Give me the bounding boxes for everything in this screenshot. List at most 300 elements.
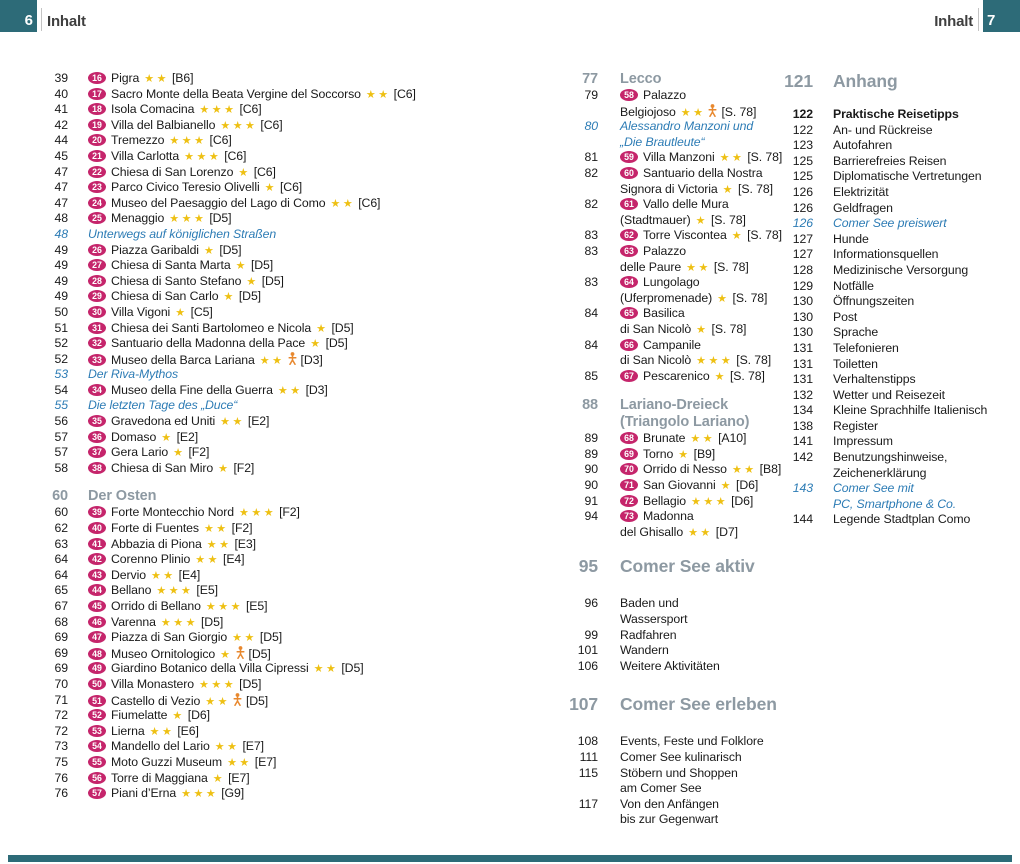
- toc-entry-content: [88, 367, 178, 381]
- toc-entry-title: Moto Guzzi Museum: [111, 754, 223, 769]
- toc-entry-content: [88, 615, 223, 629]
- toc-page-ref: 40: [54, 86, 68, 101]
- toc-page-ref: 134: [792, 403, 813, 418]
- toc-row: [30, 724, 560, 740]
- toc-row: [775, 123, 1020, 139]
- toc-entry-title: Weitere Aktivitäten: [620, 658, 720, 673]
- map-grid-reference: [E5]: [245, 599, 268, 613]
- toc-row: [30, 552, 560, 568]
- map-grid-reference: [C6]: [209, 133, 232, 148]
- map-grid-reference: [S. 78]: [713, 259, 749, 274]
- column-gap: [775, 97, 1020, 107]
- toc-row: [30, 537, 560, 553]
- toc-row: [30, 488, 560, 505]
- map-grid-reference: [A10]: [718, 431, 747, 446]
- toc-entry-content: [833, 247, 938, 261]
- toc-row: [560, 766, 775, 782]
- toc-entry-content: [88, 445, 209, 459]
- toc-entry-content: [620, 166, 762, 180]
- toc-page-ref: 127: [792, 231, 813, 246]
- toc-entry-content: [88, 724, 199, 738]
- toc-row: [560, 353, 775, 369]
- star-rating-icon: ★: [678, 447, 691, 461]
- toc-entry-content: [833, 357, 878, 371]
- toc-entry-title: Castello di Vezio: [111, 693, 201, 708]
- toc-entry-title: Wassersport: [620, 612, 688, 627]
- toc-row: [30, 615, 560, 631]
- toc-entry-content: [88, 583, 218, 597]
- toc-page-ref: 101: [577, 643, 598, 658]
- toc-row: [775, 294, 1020, 310]
- toc-entry-title: Museo della Barca Lariana: [111, 352, 255, 367]
- toc-row: [560, 628, 775, 644]
- poi-number-badge-icon: 60: [620, 167, 638, 179]
- toc-entry-title: Sprache: [833, 325, 879, 340]
- toc-entry-content: [833, 419, 878, 433]
- toc-entry-title: Orrido di Bellano: [111, 599, 201, 613]
- star-rating-icon: ★★: [680, 105, 706, 119]
- toc-entry-title: Geldfragen: [833, 200, 893, 215]
- toc-row: [30, 414, 560, 430]
- toc-column-middle: [560, 71, 783, 828]
- toc-entry-content: [833, 325, 878, 339]
- star-rating-icon: ★: [246, 274, 259, 288]
- star-rating-icon: ★★: [206, 537, 232, 551]
- toc-entry-content: [620, 509, 694, 523]
- toc-entry-content: [620, 197, 729, 211]
- toc-entry-content: [833, 388, 945, 402]
- toc-row: [560, 556, 775, 582]
- toc-row: [560, 525, 775, 541]
- toc-row: [775, 372, 1020, 388]
- star-rating-icon: ★: [212, 771, 226, 785]
- star-rating-icon: ★★★: [199, 103, 237, 117]
- star-rating-icon: ★: [238, 165, 251, 179]
- toc-entry-content: [620, 397, 728, 413]
- toc-row: [560, 338, 775, 354]
- star-rating-icon: ★★: [313, 662, 339, 676]
- poi-number-badge-icon: 40: [88, 522, 106, 534]
- toc-row: [30, 118, 560, 134]
- toc-page-ref: 95: [578, 556, 598, 577]
- toc-entry-title: Corenno Plinio: [111, 552, 191, 567]
- toc-entry-title: Telefonieren: [833, 340, 899, 355]
- toc-page-ref: 130: [792, 294, 813, 309]
- map-grid-reference: [D5]: [239, 676, 262, 691]
- toc-page-ref: 72: [54, 708, 68, 723]
- poi-number-badge-icon: 51: [88, 695, 106, 707]
- star-rating-icon: ★★★: [220, 118, 258, 132]
- poi-number-badge-icon: 48: [88, 648, 106, 660]
- toc-row: [30, 352, 560, 368]
- toc-entry-title: Öffnungszeiten: [833, 294, 915, 309]
- toc-entry-content: [88, 677, 261, 691]
- map-grid-reference: [D5]: [259, 630, 283, 645]
- toc-entry-content: [88, 243, 241, 257]
- toc-entry-title: Benutzungshinweise,: [833, 450, 948, 465]
- person-icon: [233, 693, 242, 711]
- map-grid-reference: [D3]: [305, 382, 328, 397]
- column-gap: [560, 582, 775, 596]
- toc-entry-content: [88, 430, 198, 444]
- toc-page-ref: 45: [54, 148, 68, 163]
- toc-entry-title: Mandello del Lario: [111, 739, 210, 754]
- toc-entry-title: An- und Rückreise: [833, 122, 933, 137]
- star-rating-icon: ★★: [277, 383, 303, 397]
- toc-page-ref: 82: [584, 197, 598, 212]
- toc-page-ref: 48: [54, 226, 68, 241]
- toc-page-ref: 49: [54, 289, 68, 304]
- toc-entry-title: Lungolago: [643, 275, 700, 290]
- toc-entry-content: [88, 461, 254, 475]
- toc-entry-title: Praktische Reisetipps: [833, 107, 959, 121]
- toc-entry-title: Lecco: [620, 71, 662, 87]
- toc-entry-title: (Stadtmauer): [620, 212, 691, 227]
- toc-entry-content: [620, 766, 738, 780]
- poi-number-badge-icon: 64: [620, 276, 638, 288]
- star-rating-icon: ★★: [203, 522, 229, 536]
- poi-number-badge-icon: 41: [88, 538, 106, 550]
- map-grid-reference: [B9]: [693, 446, 716, 461]
- toc-entry-content: [88, 521, 252, 535]
- map-grid-reference: [E2]: [247, 414, 270, 429]
- toc-row: [30, 305, 560, 321]
- toc-row: [775, 497, 1020, 513]
- map-grid-reference: [S. 78]: [729, 368, 765, 383]
- poi-number-badge-icon: 34: [88, 384, 106, 396]
- toc-entry-content: [88, 353, 323, 367]
- column-gap: [560, 674, 775, 694]
- star-rating-icon: ★★: [205, 694, 230, 708]
- toc-row: [560, 431, 775, 447]
- map-grid-reference: [S. 78]: [732, 290, 768, 305]
- toc-entry-content: [620, 213, 746, 227]
- star-rating-icon: ★: [696, 322, 709, 336]
- toc-entry-content: [88, 383, 328, 397]
- toc-entry-title: Varenna: [111, 614, 156, 629]
- star-rating-icon: ★★: [688, 525, 713, 539]
- map-grid-reference: [E7]: [254, 754, 277, 769]
- toc-row: [560, 182, 775, 198]
- star-rating-icon: ★: [235, 259, 248, 273]
- toc-row: [775, 138, 1020, 154]
- toc-entry-content: [88, 786, 244, 800]
- toc-row: [30, 646, 560, 662]
- toc-entry-content: [833, 123, 932, 137]
- poi-number-badge-icon: 35: [88, 415, 106, 427]
- toc-row: [775, 232, 1020, 248]
- poi-number-badge-icon: 24: [88, 197, 106, 209]
- toc-row: [30, 430, 560, 446]
- star-rating-icon: ★: [218, 461, 231, 475]
- toc-page-ref: 90: [584, 478, 598, 493]
- page-number-left: 6: [24, 12, 33, 29]
- toc-entry-content: [620, 369, 765, 383]
- toc-row: [775, 341, 1020, 357]
- toc-page-ref: 68: [54, 614, 68, 629]
- poi-number-badge-icon: 57: [88, 787, 106, 799]
- toc-entry-title: Signora di Victoria: [620, 181, 718, 196]
- star-rating-icon: ★: [310, 337, 323, 351]
- toc-entry-title: Pigra: [111, 71, 140, 85]
- map-grid-reference: [S. 78]: [747, 228, 782, 243]
- toc-entry-content: [833, 403, 987, 417]
- toc-entry-content: [833, 201, 893, 215]
- poi-number-badge-icon: 29: [88, 290, 106, 302]
- toc-entry-content: [88, 102, 262, 116]
- toc-page-ref: 89: [584, 431, 598, 446]
- toc-entry-title: Comer See preiswert: [833, 216, 947, 231]
- map-grid-reference: [D6]: [736, 478, 759, 493]
- toc-entry-content: [620, 182, 773, 196]
- toc-page-ref: 108: [577, 734, 598, 749]
- toc-row: [30, 755, 560, 771]
- toc-page-ref: 71: [54, 692, 68, 707]
- map-grid-reference: [D5]: [248, 646, 271, 661]
- poi-number-badge-icon: 19: [88, 119, 106, 131]
- toc-row: [30, 383, 560, 399]
- toc-entry-title: Impressum: [833, 434, 893, 449]
- map-grid-reference: [E2]: [176, 429, 199, 444]
- toc-row: [560, 135, 775, 151]
- toc-entry-content: [88, 771, 250, 785]
- toc-entry-title: Belgiojoso: [620, 104, 676, 119]
- toc-page-ref: 84: [584, 306, 598, 321]
- toc-page-ref: 106: [577, 658, 598, 673]
- map-grid-reference: [E4]: [223, 552, 245, 567]
- toc-row: [30, 243, 560, 259]
- toc-entry-content: [833, 294, 914, 308]
- toc-page-ref: 122: [792, 122, 813, 137]
- toc-row: [30, 583, 560, 599]
- toc-entry-content: [88, 488, 156, 504]
- star-rating-icon: ★: [264, 181, 277, 195]
- map-grid-reference: [B6]: [171, 71, 194, 85]
- toc-page-ref: 126: [792, 216, 813, 231]
- poi-number-badge-icon: 67: [620, 370, 638, 382]
- poi-number-badge-icon: 58: [620, 89, 638, 101]
- toc-entry-title: Museo della Fine della Guerra: [111, 382, 273, 397]
- toc-entry-title: Campanile: [643, 337, 701, 352]
- toc-entry-content: [620, 228, 782, 242]
- star-rating-icon: ★★: [195, 553, 220, 567]
- column-gap: [30, 476, 560, 488]
- toc-row: [560, 447, 775, 463]
- toc-entry-title: Zeichenerklärung: [833, 465, 927, 480]
- toc-row: [775, 201, 1020, 217]
- toc-entry-title: Autofahren: [833, 138, 893, 153]
- toc-row: [560, 596, 775, 612]
- star-rating-icon: ★★: [149, 724, 175, 738]
- toc-entry-title: Piani d’Erna: [111, 786, 177, 801]
- poi-number-badge-icon: 71: [620, 479, 638, 491]
- toc-row: [775, 419, 1020, 435]
- toc-entry-title: Register: [833, 418, 878, 433]
- toc-entry-title: Piazza di San Giorgio: [111, 630, 228, 645]
- map-grid-reference: [D5]: [200, 614, 224, 629]
- poi-number-badge-icon: 36: [88, 431, 106, 443]
- toc-row: [560, 414, 775, 431]
- toc-entry-content: [620, 556, 755, 576]
- poi-number-badge-icon: 38: [88, 462, 106, 474]
- toc-entry-title: Baden und: [620, 596, 679, 611]
- toc-entry-title: Elektrizität: [833, 184, 889, 199]
- toc-entry-content: [620, 150, 782, 164]
- toc-page-ref: 130: [792, 309, 813, 324]
- toc-page-ref: 42: [54, 117, 68, 132]
- column-gap: [560, 384, 775, 397]
- toc-page-ref: 131: [792, 356, 813, 371]
- toc-entry-content: [620, 812, 718, 826]
- toc-entry-content: [88, 196, 380, 210]
- toc-row: [560, 260, 775, 276]
- toc-entry-title: Von den Anfängen: [620, 796, 719, 811]
- page-number-box-left: [0, 0, 37, 32]
- header-title-right: Inhalt: [934, 13, 973, 30]
- toc-entry-content: [88, 661, 364, 675]
- toc-row: [560, 797, 775, 813]
- toc-entry-content: [833, 497, 956, 511]
- toc-entry-title: Radfahren: [620, 627, 677, 642]
- map-grid-reference: [S. 78]: [736, 353, 772, 368]
- toc-row: [775, 388, 1020, 404]
- toc-row: [30, 661, 560, 677]
- map-grid-reference: [F2]: [231, 521, 253, 536]
- toc-entry-title: „Die Brautleute“: [620, 134, 705, 149]
- poi-number-badge-icon: 16: [88, 72, 106, 84]
- poi-number-badge-icon: 49: [88, 662, 106, 674]
- toc-row: [30, 321, 560, 337]
- toc-entry-title: Abbazia di Piona: [111, 536, 202, 551]
- toc-entry-content: [88, 694, 268, 708]
- toc-entry-content: [833, 450, 947, 464]
- toc-page-ref: 51: [54, 320, 68, 335]
- toc-entry-title: Chiesa di San Miro: [111, 460, 214, 475]
- toc-page-ref: 125: [792, 169, 813, 184]
- star-rating-icon: ★★: [214, 740, 240, 754]
- toc-row: [560, 462, 782, 478]
- star-rating-icon: ★: [717, 291, 730, 305]
- toc-entry-title: Comer See kulinarisch: [620, 750, 742, 764]
- toc-row: [560, 734, 775, 750]
- toc-row: [560, 659, 775, 675]
- page-number-right: 7: [987, 12, 996, 29]
- map-grid-reference: [S. 78]: [738, 181, 773, 196]
- toc-entry-title: Piazza Garibaldi: [111, 242, 199, 257]
- toc-page-ref: 64: [54, 567, 68, 582]
- toc-page-ref: 57: [54, 429, 68, 444]
- toc-entry-title: Chiesa dei Santi Bartolomeo e Nicola: [111, 320, 312, 335]
- star-rating-icon: ★: [720, 479, 734, 493]
- map-grid-reference: [E5]: [196, 583, 218, 598]
- toc-entry-title: Legende Stadtplan Como: [833, 512, 971, 527]
- poi-number-badge-icon: 46: [88, 616, 106, 628]
- toc-entry-content: [88, 180, 302, 194]
- toc-entry-content: [620, 291, 767, 305]
- toc-entry-title: Wandern: [620, 643, 669, 658]
- toc-row: [560, 213, 775, 229]
- toc-row: [30, 708, 560, 724]
- toc-page-ref: 129: [792, 278, 813, 293]
- poi-number-badge-icon: 66: [620, 339, 638, 351]
- toc-column-left: [30, 71, 560, 802]
- toc-page-ref: 130: [792, 325, 813, 340]
- toc-entry-title: Villa Carlotta: [111, 148, 180, 163]
- toc-row: [775, 185, 1020, 201]
- toc-page-ref: 76: [54, 770, 68, 785]
- toc-entry-title: Villa Manzoni: [643, 150, 715, 165]
- toc-row: [775, 169, 1020, 185]
- toc-page-ref: 143: [792, 481, 813, 496]
- map-grid-reference: [F2]: [233, 460, 255, 475]
- toc-row: [775, 71, 1020, 97]
- toc-page-ref: 99: [584, 627, 598, 642]
- star-rating-icon: ★★: [330, 196, 356, 210]
- map-grid-reference: [C5]: [190, 304, 213, 319]
- toc-entry-content: [620, 119, 753, 133]
- toc-page-ref: 131: [792, 372, 813, 387]
- toc-row: [775, 403, 1020, 419]
- toc-entry-content: [833, 154, 946, 168]
- star-rating-icon: ★★★: [184, 149, 222, 163]
- toc-entry-title: Comer See erleben: [620, 694, 777, 715]
- toc-page-ref: 60: [52, 488, 68, 505]
- toc-page-ref: 115: [578, 765, 598, 780]
- toc-entry-content: [88, 258, 273, 272]
- toc-row: [775, 357, 1020, 373]
- toc-entry-content: [620, 71, 661, 87]
- map-grid-reference: [C6]: [253, 164, 276, 179]
- poi-number-badge-icon: 43: [88, 569, 106, 581]
- toc-entry-title: Fiumelatte: [111, 708, 168, 723]
- toc-entry-title: Comer See mit: [833, 481, 914, 496]
- toc-row: [775, 154, 1020, 170]
- map-grid-reference: [D5]: [219, 242, 242, 257]
- toc-entry-title: di San Nicolò: [620, 353, 692, 368]
- toc-page-ref: 81: [584, 150, 598, 165]
- toc-entry-title: Forte Montecchio Nord: [111, 505, 234, 520]
- toc-entry-content: [88, 71, 193, 85]
- toc-entry-title: di San Nicolò: [620, 321, 692, 336]
- toc-page-ref: 96: [584, 596, 598, 611]
- toc-row: [30, 165, 560, 181]
- toc-page-ref: 69: [54, 630, 68, 645]
- toc-entry-title: Lariano-Dreieck: [620, 397, 729, 414]
- toc-entry-title: Basilica: [643, 306, 685, 321]
- toc-entry-title: Villa del Balbianello: [111, 117, 216, 132]
- toc-page-ref: 123: [792, 138, 813, 153]
- star-rating-icon: ★★★: [690, 494, 729, 508]
- toc-entry-content: [833, 71, 898, 91]
- toc-entry-title: Isola Comacina: [111, 102, 195, 117]
- map-grid-reference: [C6]: [224, 148, 247, 163]
- poi-number-badge-icon: 52: [88, 709, 106, 721]
- map-grid-reference: [C6]: [239, 102, 262, 117]
- toc-entry-title: Der Osten: [88, 488, 157, 505]
- toc-row: [30, 149, 560, 165]
- toc-page-ref: 83: [584, 228, 598, 243]
- toc-entry-content: [88, 414, 269, 428]
- star-rating-icon: ★: [722, 182, 736, 196]
- map-grid-reference: [F2]: [279, 505, 300, 520]
- toc-entry-content: [833, 434, 893, 448]
- poi-number-badge-icon: 28: [88, 275, 106, 287]
- toc-entry-content: [833, 263, 968, 277]
- toc-row: [30, 196, 560, 212]
- toc-entry-content: [88, 149, 246, 163]
- toc-entry-title: Medizinische Versorgung: [833, 262, 969, 277]
- toc-page-ref: 94: [584, 509, 598, 524]
